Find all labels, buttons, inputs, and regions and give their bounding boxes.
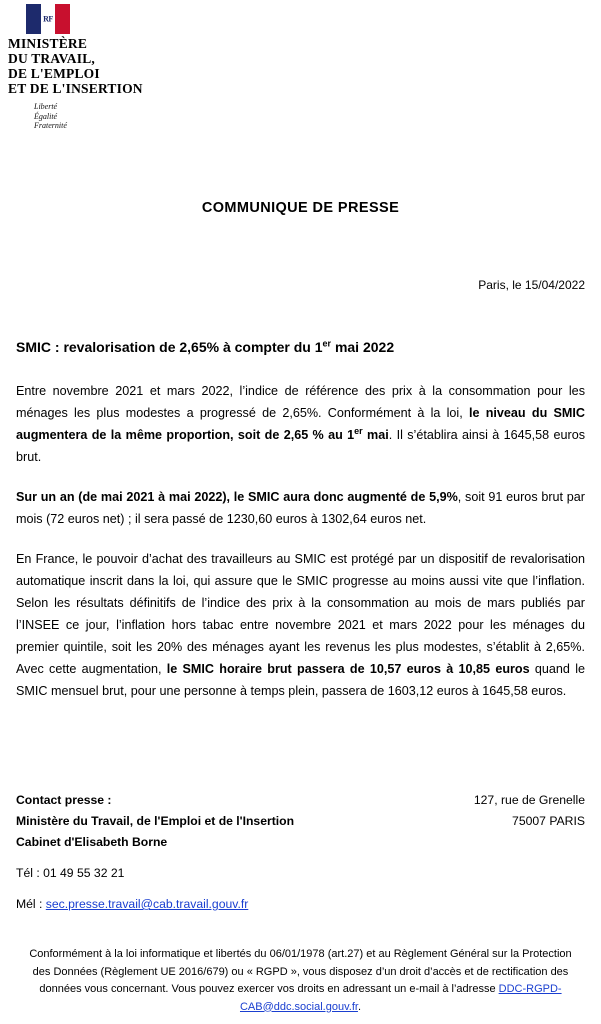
paragraph-2 bbox=[16, 486, 585, 530]
contact-block bbox=[16, 790, 585, 915]
p1-part-c: mai bbox=[362, 428, 389, 442]
contact-mail-line bbox=[16, 894, 585, 915]
address-city: 75007 PARIS bbox=[512, 814, 585, 828]
subject-prefix: SMIC : revalorisation de 2,65% à compter du 1 bbox=[16, 339, 323, 355]
footer-text-b: . bbox=[357, 1000, 362, 1013]
subject-ordinal: er bbox=[322, 338, 332, 349]
contact-title: Contact presse : bbox=[16, 793, 112, 807]
document-title: COMMUNIQUE DE PRESSE bbox=[201, 200, 400, 216]
address-street: 127, rue de Grenelle bbox=[473, 793, 585, 807]
document-body bbox=[16, 338, 585, 720]
p2-part-a: Sur un an (de mai 2021 à mai 2022), le SMIC aura donc augmenté de 5,9% bbox=[16, 490, 458, 504]
republic-motto bbox=[34, 102, 238, 131]
mail-label: Mél : bbox=[16, 897, 46, 911]
p3-part-b: le SMIC horaire brut passera de 10,57 euros à 10,85 euros bbox=[166, 662, 530, 676]
date-line: Paris, le 15/04/2022 bbox=[478, 278, 585, 292]
p1-part-b: le niveau du SMIC augmentera de la même proportion, soit de 2,65 % au 1 bbox=[16, 406, 585, 442]
footer-legal-notice bbox=[24, 946, 577, 1016]
contact-mail-link[interactable]: sec.presse.travail@cab.travail.gouv.fr bbox=[45, 897, 249, 911]
p1-part-d: . Il s’établira ainsi à 1645,58 euros brut. bbox=[16, 428, 585, 464]
contact-cabinet: Cabinet d'Elisabeth Borne bbox=[16, 835, 168, 849]
ministry-line-4: ET DE L'INSERTION bbox=[8, 81, 143, 96]
ministry-line-3: DE L'EMPLOI bbox=[8, 66, 100, 81]
p2-part-b: , soit 91 euros brut par mois (72 euros net) ; il sera passé de 1230,60 euros à 1302,64 euros net. bbox=[16, 490, 585, 526]
p3-part-c: quand le SMIC mensuel brut, pour une personne à temps plein, passera de 1603,12 euros à 1645,58 euros. bbox=[16, 662, 586, 698]
paragraph-3 bbox=[16, 548, 585, 702]
subject-suffix: mai 2022 bbox=[331, 339, 395, 355]
footer-text-a: Conformément à la loi informatique et libertés du 06/01/1978 (art.27) et au Règlement Général sur la Protection des Données (Règlement UE 2016/679) ou « RGPD », vous disposez d’un droit d’accès et de rectification des données vous concernant. Vous pouvez exercer vos droits en adressant un e-mail à l’adresse bbox=[29, 948, 572, 995]
contact-spacer bbox=[16, 853, 585, 863]
paragraph-1 bbox=[16, 380, 585, 468]
motto-line-2: Égalité bbox=[34, 111, 58, 121]
contact-phone: Tél : 01 49 55 32 21 bbox=[16, 866, 125, 880]
ministry-line-1: MINISTÈRE bbox=[8, 36, 88, 51]
footer-mail-link[interactable]: DDC-RGPD-CAB@ddc.social.gouv.fr bbox=[239, 983, 562, 1013]
contact-ministry: Ministère du Travail, de l'Emploi et de l'Insertion bbox=[16, 814, 295, 828]
ministry-logo-block bbox=[8, 4, 238, 131]
french-flag-icon bbox=[26, 4, 70, 34]
rf-monogram: RF bbox=[43, 14, 53, 24]
contact-spacer-2 bbox=[16, 884, 585, 894]
p1-ordinal: er bbox=[354, 425, 363, 436]
p3-part-a: En France, le pouvoir d’achat des travailleurs au SMIC est protégé par un dispositif de revalorisation automatique inscrit dans la loi, qui assure que le SMIC progresse au moins aussi vite que l’inflation. Selon les résultats définitifs de l’indice des prix à la consommation au mois de mars publiés par l’INSEE ce jour, l’inflation hors tabac entre novembre 2021 et mars 2022 pour les ménages du premier quintile, soit les 20% des ménages ayant les revenus les plus modestes, s’établit à 2,65%. Avec cette augmentation, bbox=[16, 552, 585, 676]
subject-heading bbox=[16, 338, 585, 356]
p1-part-a: Entre novembre 2021 et mars 2022, l’indice de référence des prix à la consommation pour les ménages les plus modestes a progressé de 2,65%. Conformément à la loi, bbox=[16, 384, 585, 420]
motto-line-3: Fraternité bbox=[34, 121, 67, 130]
ministry-line-2: DU TRAVAIL, bbox=[8, 51, 95, 66]
ministry-name bbox=[8, 36, 238, 96]
motto-line-1: Liberté bbox=[34, 102, 58, 111]
